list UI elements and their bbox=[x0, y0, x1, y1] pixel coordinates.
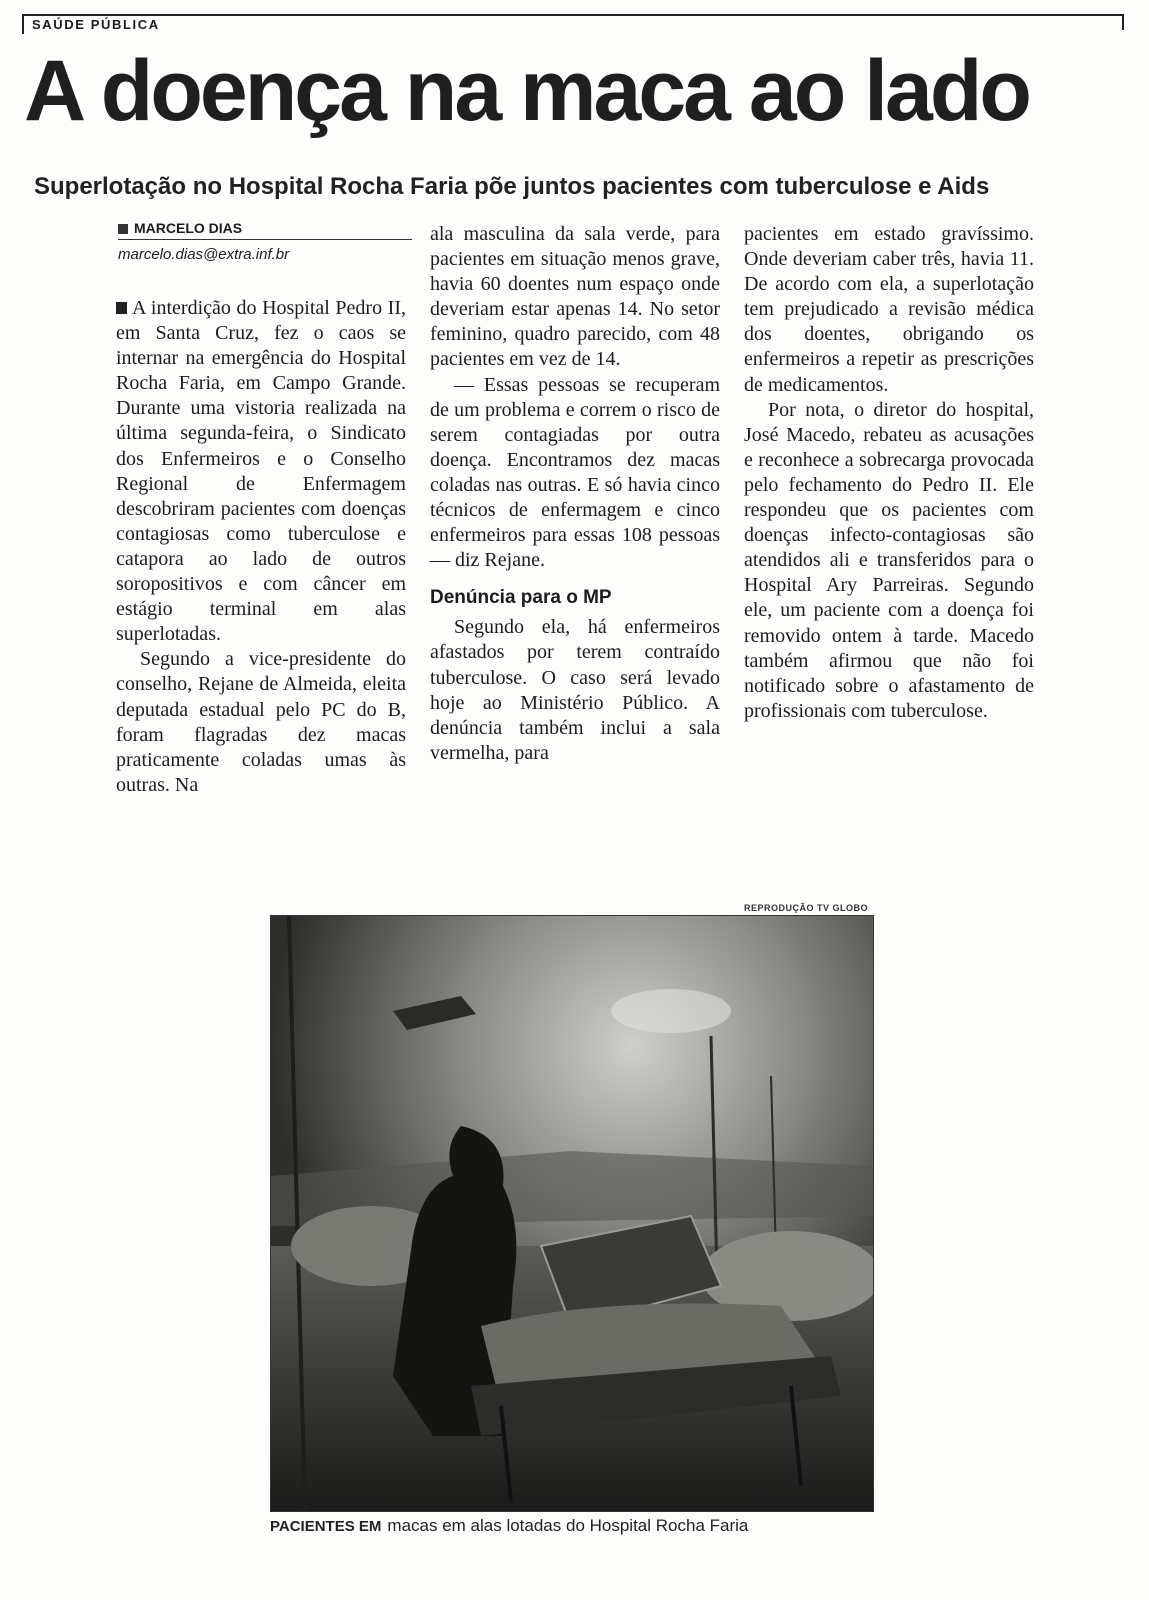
article-column-3 bbox=[744, 222, 1034, 724]
caption-text: macas em alas lotadas do Hospital Rocha Faria bbox=[387, 1516, 749, 1535]
crosshead: Denúncia para o MP bbox=[430, 587, 612, 609]
section-tag bbox=[22, 14, 1122, 34]
caption-lead: PACIENTES EM bbox=[270, 1518, 382, 1535]
square-bullet-icon bbox=[118, 224, 128, 234]
article-column-2 bbox=[430, 222, 720, 766]
author-name: MARCELO DIAS bbox=[134, 220, 243, 236]
paragraph: Segundo a vice-presidente do conselho, Rejane de Almeida, eleita deputada estadual pelo PC do B, foram flagradas dez macas praticamente coladas umas às outras. Na bbox=[116, 648, 406, 796]
paragraph: pacientes em estado gravíssimo. Onde deveriam caber três, havia 11. De acordo com ela, a superlotação tem prejudicado a revisão médica dos doentes, obrigando os enfermeiros a repetir as prescrições de medicamentos. bbox=[744, 223, 1034, 396]
paragraph bbox=[116, 296, 406, 647]
paragraph: Por nota, o diretor do hospital, José Macedo, rebateu as acusações e reconhece a sobrecarga provocada pelo fechamento do Pedro II. Ele respondeu que os pacientes com doenças infecto-contagiosas são atendidos ali e transferidos para o Hospital Ary Parreiras. Segundo ele, um paciente com a doença foi removido ontem à tarde. Macedo também afirmou que não foi notificado sobre o afastamento de profissionais com tuberculose. bbox=[744, 398, 1034, 722]
paragraph: Segundo ela, há enfermeiros afastados por terem contraído tuberculose. O caso será levado hoje ao Ministério Público. A denúncia também inclui a sala vermelha, para bbox=[430, 616, 720, 764]
article-column-1 bbox=[116, 296, 406, 798]
photo-credit: REPRODUÇÃO TV GLOBO bbox=[744, 903, 869, 913]
section-tick bbox=[1122, 14, 1124, 30]
section-label: SAÚDE PÚBLICA bbox=[32, 17, 160, 32]
square-bullet-icon bbox=[116, 302, 127, 314]
paragraph: — Essas pessoas se recuperam de um problema e correm o risco de serem contagiadas por outra doença. Encontramos dez macas coladas nas outras. E só havia cinco técnicos de enfermagem e cinco enfermeiros para essas 108 pessoas — diz Rejane. bbox=[430, 373, 720, 572]
paragraph-text: A interdição do Hospital Pedro II, em Santa Cruz, fez o caos se internar na emergência do Hospital Rocha Faria, em Campo Grande. Durante uma vistoria realizada na última segunda-feira, o Sindicato dos Enfermeiros e o Conselho Regional de Enfermagem descobriram pacientes com doenças contagiosas como tuberculose e catapora ao lado de outros soropositivos e com câncer em estágio terminal em alas superlotadas. bbox=[116, 297, 406, 646]
byline bbox=[118, 220, 412, 263]
byline-author bbox=[118, 220, 412, 240]
news-photo bbox=[270, 915, 874, 1512]
subheadline: Superlotação no Hospital Rocha Faria põe juntos pacientes com tuberculose e Aids bbox=[34, 173, 990, 200]
author-email: marcelo.dias@extra.inf.br bbox=[118, 246, 290, 263]
hospital-ward-photo bbox=[271, 916, 873, 1511]
photo-caption bbox=[270, 1516, 890, 1536]
paragraph: ala masculina da sala verde, para pacientes em situação menos grave, havia 60 doentes num espaço onde deveriam estar apenas 14. No setor feminino, quadro parecido, com 48 pacientes em vez de 14. bbox=[430, 223, 720, 371]
headline: A doença na maca ao lado bbox=[24, 43, 1029, 139]
